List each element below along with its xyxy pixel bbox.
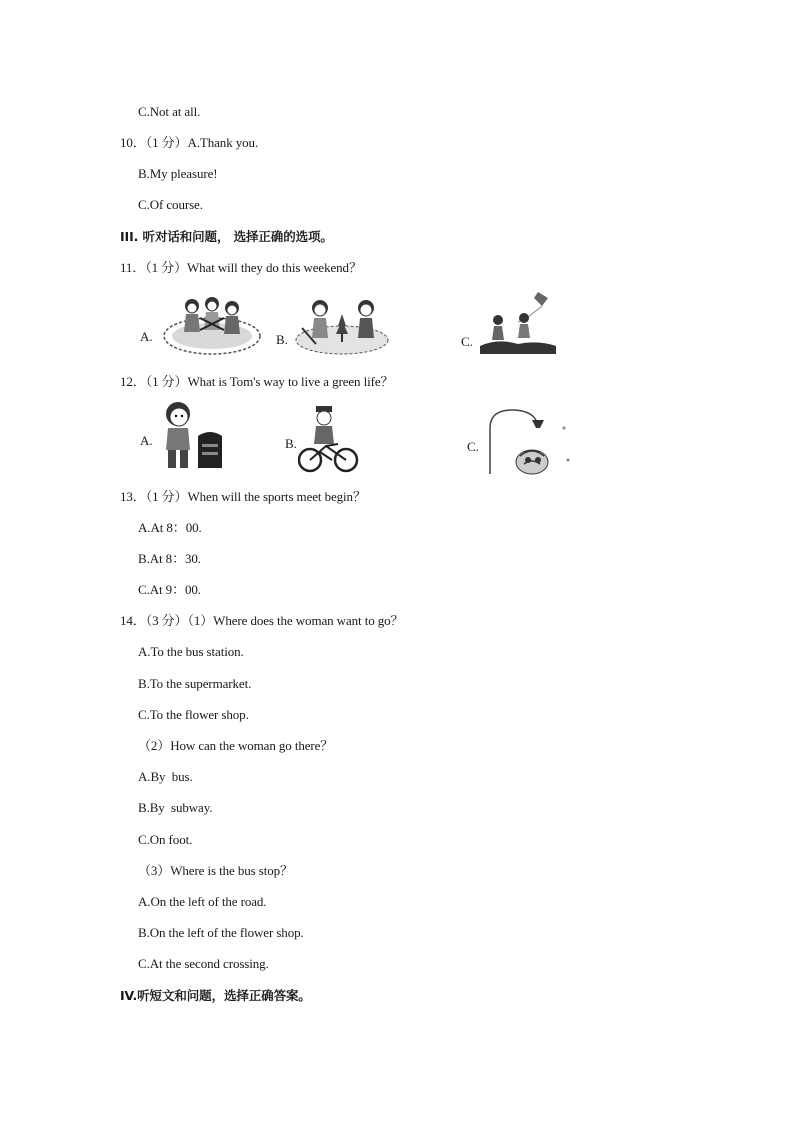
section-3-heading: III. 听对话和问题， 选择正确的选项。 <box>120 229 333 244</box>
q14-1-option-a: A.To the bus station. <box>138 644 244 659</box>
q10-prompt: 10．（1 分）A.Thank you. <box>120 135 259 150</box>
q14-1-option-c: C.To the flower shop. <box>138 707 249 722</box>
q14-3-option-b: B.On the left of the flower shop. <box>138 925 304 940</box>
q14-3-prompt: （3）Where is the bus stop？ <box>138 863 293 878</box>
q13-option-b: B.At 8：30. <box>138 551 201 566</box>
lamp-plant-picture <box>484 406 574 478</box>
q13-option-c: C.At 9：00. <box>138 582 201 597</box>
q11-label-c: C. <box>461 334 473 349</box>
q11-label-b: B. <box>276 332 288 347</box>
q14-1-option-b: B.To the supermarket. <box>138 676 252 691</box>
q10-option-c: C.Of course. <box>138 197 203 212</box>
q12-prompt: 12．（1 分）What is Tom's way to live a green life？ <box>120 374 394 389</box>
q14-2-option-b: B.By subway. <box>138 800 213 815</box>
children-planting-picture <box>292 296 392 358</box>
q14-2-option-c: C.On foot. <box>138 832 193 847</box>
q13-prompt: 13．（1 分）When will the sports meet begin？ <box>120 489 366 504</box>
q14-prompt: 14．（3 分）（1）Where does the woman want to go？ <box>120 613 404 628</box>
q12-label-a: A. <box>140 433 153 448</box>
boy-cycling-picture <box>298 404 360 476</box>
q11-label-a: A. <box>140 329 153 344</box>
q12-label-c: C. <box>467 439 479 454</box>
q14-2-prompt: （2）How can the woman go there？ <box>138 738 334 753</box>
q14-3-option-a: A.On the left of the road. <box>138 894 267 909</box>
q9-option-c: C.Not at all. <box>138 104 201 119</box>
q10-option-b: B.My pleasure! <box>138 166 218 181</box>
children-picnic-picture <box>160 294 265 358</box>
children-kite-picture <box>478 288 560 360</box>
section-4-heading: IV.听短文和问题，选择正确答案。 <box>120 988 311 1003</box>
boy-recycling-picture <box>158 400 226 472</box>
q13-option-a: A.At 8：00. <box>138 520 202 535</box>
q11-prompt: 11．（1 分）What will they do this weekend？ <box>120 260 362 275</box>
q12-label-b: B. <box>285 436 297 451</box>
q14-3-option-c: C.At the second crossing. <box>138 956 269 971</box>
q14-2-option-a: A.By bus. <box>138 769 193 784</box>
